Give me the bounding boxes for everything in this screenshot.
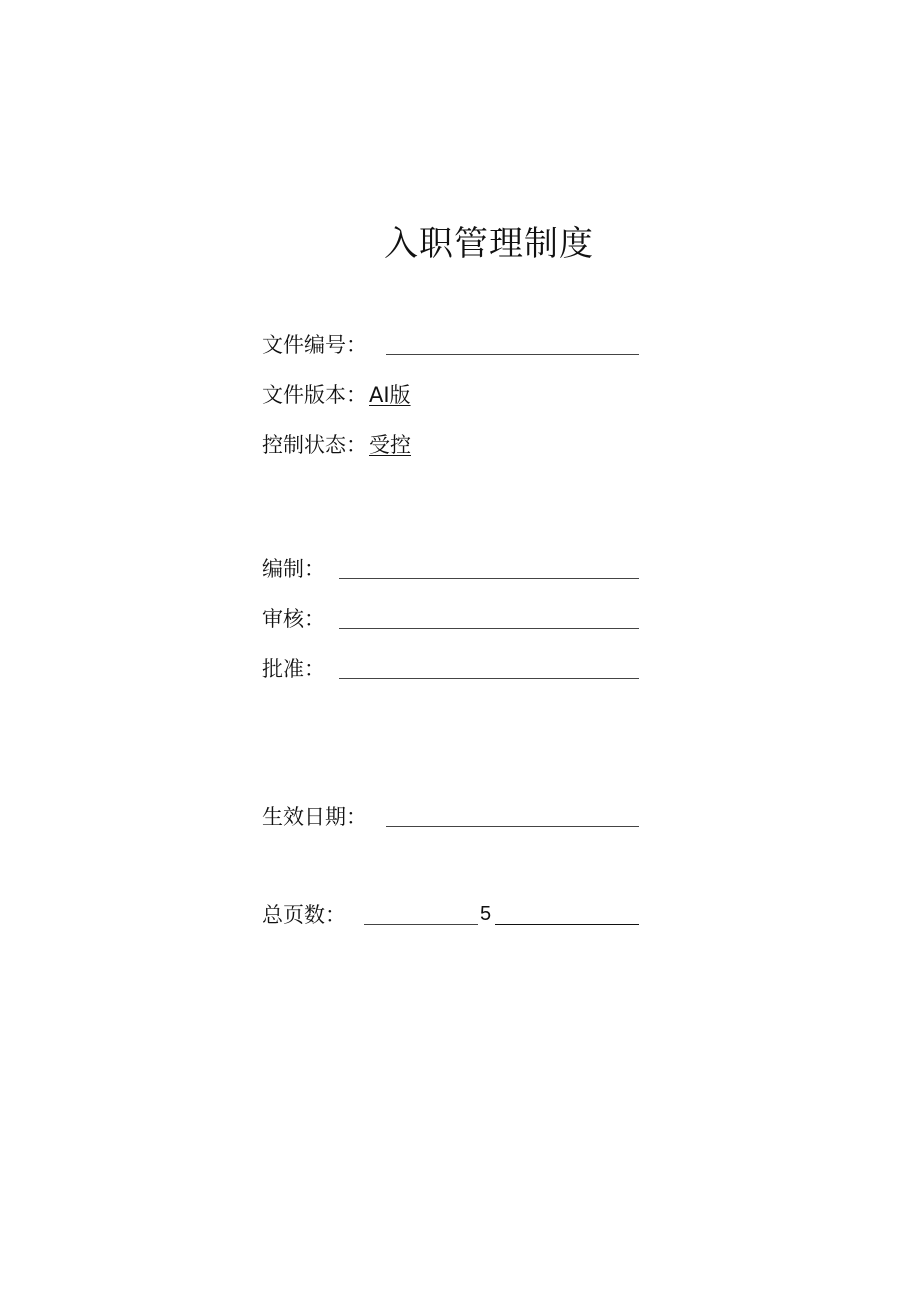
total-pages-label: 总页数： (262, 903, 346, 927)
total-pages-blank-right (495, 924, 639, 925)
reviewed-label: 审核： (262, 607, 325, 631)
control-status-value: 受控 (369, 433, 411, 457)
reviewed-row (262, 604, 325, 634)
doc-number-label: 文件编号： (262, 333, 367, 357)
control-status-label: 控制状态： (262, 433, 367, 457)
doc-number-row (262, 330, 367, 360)
prepared-label: 编制： (262, 557, 325, 581)
control-status-row (262, 430, 411, 460)
prepared-row (262, 554, 325, 584)
approved-row (262, 654, 325, 684)
total-pages-row (262, 900, 346, 930)
doc-number-blank (386, 354, 639, 355)
approved-blank (339, 678, 639, 679)
document-title: 入职管理制度 (384, 224, 594, 264)
approved-label: 批准： (262, 657, 325, 681)
reviewed-blank (339, 628, 639, 629)
prepared-blank (339, 578, 639, 579)
total-pages-blank-left (364, 924, 478, 925)
effective-date-label: 生效日期： (262, 805, 367, 829)
total-pages-value: 5 (480, 903, 492, 925)
doc-version-row (262, 380, 411, 410)
effective-date-blank (386, 826, 639, 827)
doc-version-label: 文件版本： (262, 383, 367, 407)
doc-version-value: AI版 (369, 383, 411, 407)
effective-date-row (262, 802, 367, 832)
